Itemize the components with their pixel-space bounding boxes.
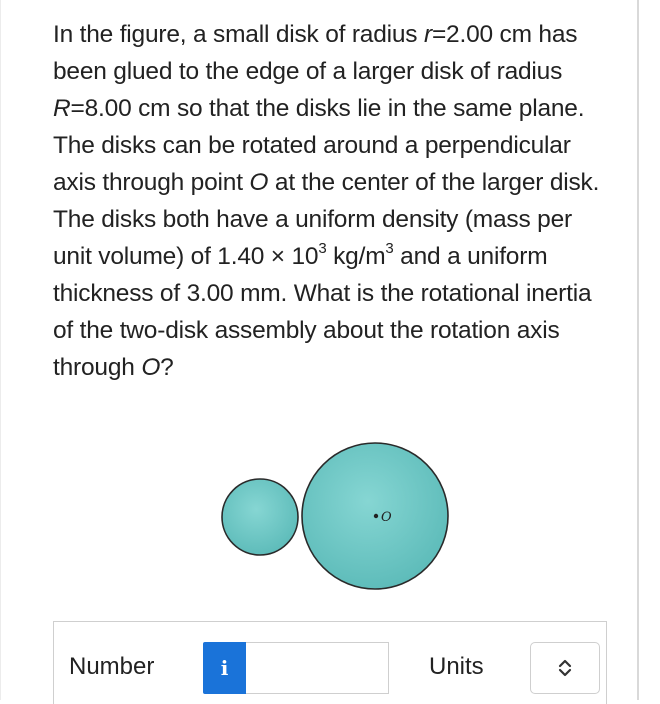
units-label: Units [429,653,484,680]
point-o-label: O [381,510,392,525]
info-icon[interactable]: i [203,642,246,694]
center-point-o [374,514,378,518]
question-text: In the figure, a small disk of radius r=2.00 cm has been glued to the edge of a larger disk of radius R=8.00 cm so that the disks lie in the same plane. The disks can be rotated around a perpendicular axis through point O at the center of the larger disk. The disks both have a uniform density (mass per unit volume) of $1.40 \times 10^3$ $kg/m^3$ and a uniform thickness of 3.00 mm. What is the rotational inertia of the two-disk assembly about the rotation axis through O? [53,21,600,381]
chevron-up-down-icon [558,659,572,677]
units-select[interactable] [530,642,600,694]
small-disk [222,479,298,555]
two-disk-figure [215,436,455,596]
answer-row [53,621,607,704]
number-label: Number [69,653,155,680]
disk-diagram [215,436,455,596]
number-input[interactable] [246,642,389,694]
